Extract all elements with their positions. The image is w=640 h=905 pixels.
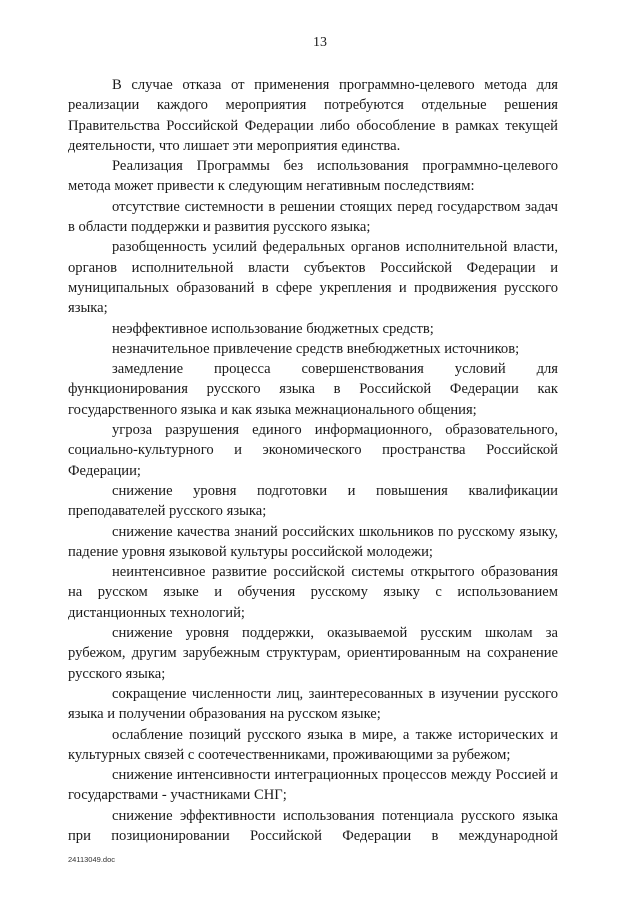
paragraph: разобщенность усилий федеральных органов исполнительной власти, органов исполнительной власти субъектов Российской Федерации и муниципальных образований в сфере укрепления и продвижения русского языка; [68,239,558,317]
paragraph: Реализация Программы без использования программно-целевого метода может привести к следующим негативным последствиям: [68,158,558,195]
document-body [68,75,558,846]
paragraph: незначительное привлечение средств внебюджетных источников; [112,340,520,357]
paragraph: ослабление позиций русского языка в мире, а также исторических и культурных связей с соотечественниками, проживающими за рубежом; [68,726,558,763]
paragraph: неинтенсивное развитие российской системы открытого образования на русском языке и обучения русскому языку с использованием дистанционных технологий; [68,564,558,621]
paragraph: сокращение численности лиц, заинтересованных в изучении русского языка и получении образования на русском языке; [68,685,558,723]
paragraph: снижение уровня подготовки и повышения квалификации преподавателей русского языка; [68,482,558,520]
paragraph: замедление процесса совершенствования условий для функционирования русского языка в Российской Федерации как государственного языка и как языка межнационального общения; [68,361,558,418]
document-filename-footer: 24113049.doc [68,855,115,864]
paragraph: отсутствие системности в решении стоящих перед государством задач в области поддержки и развития русского языка; [68,198,558,236]
paragraph: угроза разрушения единого информационного, образовательного, социально-культурного и экономического пространства Российской Федерации; [68,422,558,479]
paragraph: снижение уровня поддержки, оказываемой русским школам за рубежом, другим зарубежным структурам, ориентированным на сохранение русского языка; [68,625,558,682]
paragraph: В случае отказа от применения программно-целевого метода для реализации каждого мероприятия потребуются отдельные решения Правительства Российской Федерации либо обособление в рамках текущей деятельности, что лишает эти мероприятия единства. [68,77,558,154]
paragraph: снижение эффективности использования потенциала русского языка при позиционировании Российской Федерации в международной [68,807,558,844]
page-number: 13 [313,35,327,50]
paragraph: снижение интенсивности интеграционных процессов между Россией и государствами - участниками СНГ; [68,767,558,804]
paragraph: неэффективное использование бюджетных средств; [112,320,434,337]
paragraph: снижение качества знаний российских школьников по русскому языку, падение уровня языковой культуры российской молодежи; [68,523,558,560]
